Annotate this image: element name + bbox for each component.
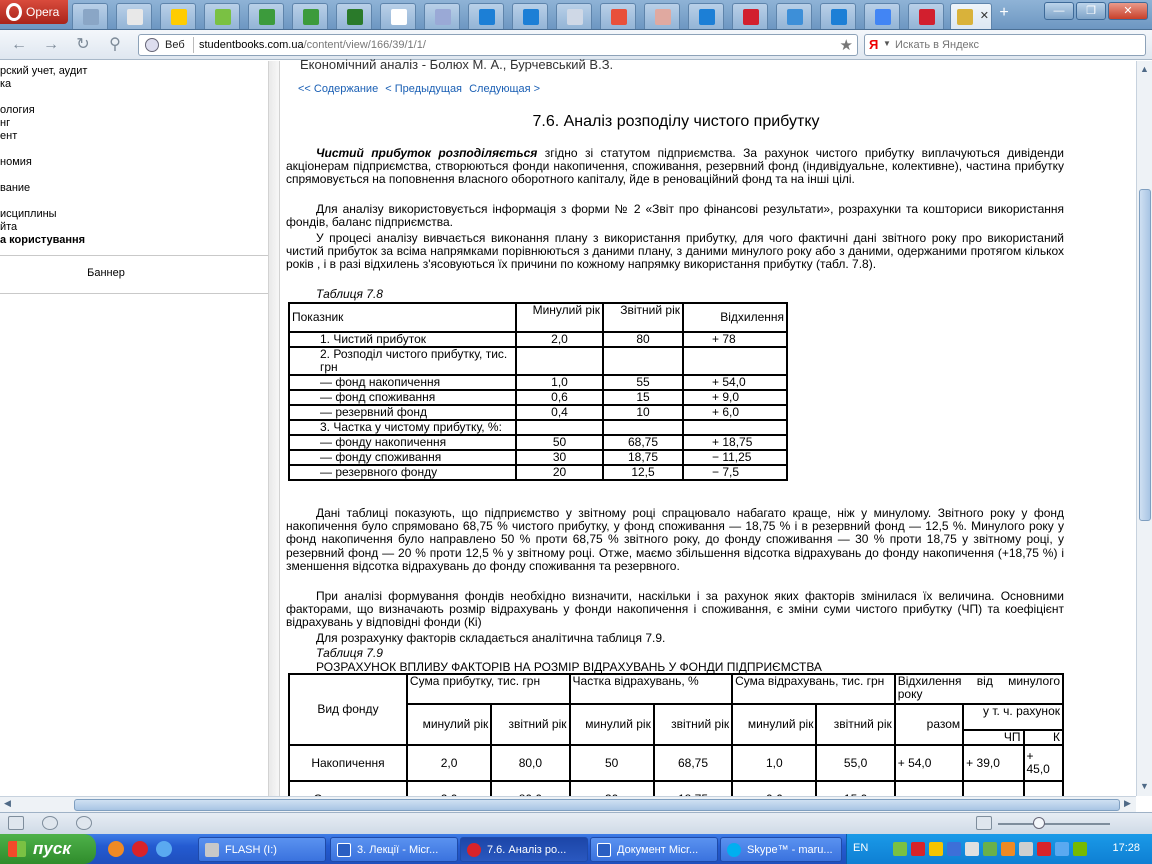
table-7-8	[288, 302, 788, 481]
vertical-scrollbar[interactable]	[1136, 61, 1152, 796]
table-cell	[603, 420, 683, 435]
tray-icon[interactable]	[911, 842, 925, 856]
sidebar-item[interactable]: ент	[0, 130, 18, 142]
row-label-cell: — резервний фонд	[289, 405, 516, 420]
task-skype[interactable]	[720, 837, 842, 862]
page-title: 7.6. Аналіз розподілу чистого прибутку	[532, 113, 820, 130]
tab-favicon-icon	[391, 9, 407, 25]
table-cell: + 18,75	[683, 435, 787, 450]
browser-tab[interactable]	[160, 3, 196, 29]
paragraph-3	[286, 232, 1064, 272]
browser-tab[interactable]	[468, 3, 504, 29]
url-scheme-label: Веб	[165, 39, 185, 51]
table-row	[289, 745, 1063, 781]
table-header: Сума прибутку, тис. грн	[407, 674, 570, 704]
scrollbar-thumb[interactable]	[74, 799, 1120, 811]
table-cell	[516, 347, 603, 375]
bookmark-star-icon[interactable]: ★	[839, 37, 853, 54]
tab-favicon-icon	[347, 9, 363, 25]
next-link[interactable]: Следующая >	[469, 83, 541, 95]
tab-favicon-icon	[215, 9, 231, 25]
sidebar-item[interactable]: вание	[0, 182, 31, 194]
browser-tab[interactable]	[600, 3, 636, 29]
banner-label: Баннер	[87, 267, 125, 279]
system-tray	[846, 834, 1152, 864]
table-cell: 2,0	[516, 332, 603, 347]
paragraph-3-text: У процесі аналізу вивчається виконання плану з використання прибутку, для чого фактичні дані звітного року про використаний чистий прибуток за всіма напрямками порівнюються з даними плану, з даними минулого року або з даними, одержаними протягом кількох років , і в разі відхилень з'ясовуються їх причини по кожному напрямку використання прибутку (табл. 7.8).	[286, 231, 1064, 272]
table-cell: 15	[603, 390, 683, 405]
sidebar-item[interactable]: номия	[0, 156, 32, 168]
table-cell: 55,0	[816, 745, 894, 781]
table-cell: 1,0	[732, 745, 816, 781]
paragraph-5-text: При аналізі формування фондів необхідно визначити, наскільки і за рахунок яких факторів змінилася їх величина. Основними факторами, що визначають розмір відрахувань у фонди накопичення і споживання, є зміни суми чистого прибутку (ЧП) та коефіцієнт відрахувань у відповідні фонди (Кі)	[286, 589, 1064, 630]
browser-tab[interactable]	[72, 3, 108, 29]
browser-tab[interactable]	[688, 3, 724, 29]
restore-button[interactable]: ❐	[1076, 2, 1106, 20]
prev-link[interactable]: < Предыдущая	[385, 83, 463, 95]
row-label-cell: — фонд накопичення	[289, 375, 516, 390]
table-header: Відхилення від минулого року	[895, 674, 1063, 704]
table-header: минулий рік	[570, 704, 654, 745]
table-header: К	[1024, 730, 1064, 745]
table-cell: 0,6	[516, 390, 603, 405]
table-cell: + 9,0	[683, 390, 787, 405]
task-flash[interactable]	[198, 837, 326, 862]
tray-icon[interactable]	[965, 842, 979, 856]
table-cell: + 6,0	[683, 405, 787, 420]
table-header: звітний рік	[491, 704, 569, 745]
tab-favicon-icon	[127, 9, 143, 25]
tab-favicon-icon	[479, 9, 495, 25]
table-header: у т. ч. рахунок	[963, 704, 1063, 730]
browser-tab[interactable]	[732, 3, 768, 29]
windows-taskbar	[0, 834, 1152, 864]
table-header: ЧП	[963, 730, 1023, 745]
column-separator	[268, 61, 280, 796]
opera-icon	[467, 843, 481, 857]
row-label-cell: 1. Чистий прибуток	[289, 332, 516, 347]
sidebar-item[interactable]: ология	[0, 104, 35, 116]
search-field[interactable]	[864, 34, 1146, 56]
table-header: Відхилення	[683, 303, 787, 332]
tab-favicon-icon	[875, 9, 891, 25]
forward-button[interactable]: →	[43, 36, 59, 53]
globe-icon	[145, 38, 159, 52]
tab-favicon-icon	[787, 9, 803, 25]
tab-favicon-icon	[83, 9, 99, 25]
url-path: /content/view/166/39/1/1/	[303, 39, 426, 51]
volume-icon[interactable]	[1019, 842, 1033, 856]
browser-tab[interactable]	[864, 3, 900, 29]
table-cell	[683, 420, 787, 435]
task-label: Документ Micr...	[617, 844, 699, 856]
browser-tab-active[interactable]	[950, 3, 992, 29]
close-tab-icon[interactable]: ✕	[979, 10, 989, 22]
table-cell: + 54,0	[683, 375, 787, 390]
url-text	[199, 39, 426, 51]
key-icon[interactable]: ⚲	[109, 36, 121, 53]
windows-logo-icon	[8, 841, 26, 857]
new-tab-button[interactable]: +	[999, 4, 1009, 21]
table-cell: 68,75	[603, 435, 683, 450]
sidebar-item[interactable]: нг	[0, 117, 11, 129]
word-icon	[337, 843, 351, 857]
panel-toggle-icon[interactable]	[8, 816, 24, 830]
table-header: минулий рік	[407, 704, 491, 745]
opera-icon[interactable]	[132, 841, 148, 857]
table-cell: 10	[603, 405, 683, 420]
task-word-lectures[interactable]	[330, 837, 458, 862]
paragraph-1-lead: Чистий прибуток розподіляється	[316, 146, 538, 160]
table-cell	[683, 347, 787, 375]
paragraph-6	[286, 632, 1064, 645]
row-label-cell: 3. Частка у чистому прибутку, %:	[289, 420, 516, 435]
shield-icon[interactable]	[929, 842, 943, 856]
tab-favicon-icon	[171, 9, 187, 25]
table-cell: 55	[603, 375, 683, 390]
opera-logo-icon	[6, 3, 22, 21]
window-controls	[1044, 2, 1148, 22]
start-label: пуск	[33, 839, 71, 858]
browser-tab[interactable]	[336, 3, 372, 29]
tray-icon[interactable]	[983, 842, 997, 856]
table-row	[289, 420, 787, 435]
task-label: FLASH (I:)	[225, 844, 277, 856]
table-header: Показник	[289, 303, 516, 332]
start-button[interactable]	[0, 834, 96, 864]
url-host: studentbooks.com.ua	[199, 39, 304, 51]
tab-favicon-icon	[743, 9, 759, 25]
table-header: Звітний рік	[603, 303, 683, 332]
table-header: минулий рік	[732, 704, 816, 745]
sidebar-item[interactable]: исциплины	[0, 208, 57, 220]
browser-tab[interactable]	[380, 3, 416, 29]
url-separator	[193, 37, 194, 53]
table-row	[289, 405, 787, 420]
table-row	[289, 435, 787, 450]
internet-explorer-icon[interactable]	[156, 841, 172, 857]
table-row	[289, 375, 787, 390]
paragraph-1-text: згідно зі статутом підприємства. За рахунок чистого прибутку виплачуються дивіденди акціонерам підприємства, створюються фонди накопичення, споживання, резервний фонд (індивідуальне, колективне), частина прибутку спрямовується на поповнення власного оборотного капіталу, йде в реноваційний фонд та на інші цілі.	[286, 146, 1065, 187]
language-indicator[interactable]: EN	[853, 842, 869, 854]
table-row	[289, 450, 787, 465]
browser-tab[interactable]	[424, 3, 460, 29]
sidebar-item[interactable]: рский учет, аудит	[0, 65, 88, 77]
reload-button[interactable]: ↻	[76, 36, 90, 53]
yandex-logo-icon[interactable]: Я	[869, 37, 879, 52]
opera-menu-button[interactable]	[0, 0, 68, 24]
minimize-button[interactable]: —	[1044, 2, 1074, 20]
tray-icon[interactable]	[1037, 842, 1051, 856]
tray-icon[interactable]	[1001, 842, 1015, 856]
zoom-slider-knob[interactable]	[1033, 817, 1045, 829]
table-cell: − 7,5	[683, 465, 787, 480]
table-cell	[516, 420, 603, 435]
table-row	[289, 347, 787, 375]
tab-favicon-icon	[919, 9, 935, 25]
table-7-9-title: РОЗРАХУНОК ВПЛИВУ ФАКТОРІВ НА РОЗМІР ВІДРАХУВАНЬ У ФОНДИ ПІДПРИЄМСТВА	[316, 660, 822, 674]
table-header: звітний рік	[816, 704, 894, 745]
table-cell: 20	[516, 465, 603, 480]
browser-tab[interactable]	[644, 3, 680, 29]
table-row	[289, 390, 787, 405]
tab-favicon-icon	[523, 9, 539, 25]
task-word-document[interactable]	[590, 837, 718, 862]
paragraph-4-text: Дані таблиці показують, що підприємство у звітному році спрацювало набагато краще, ніж у минулому. Звітного року у фонд накопичення було спрямовано 68,75 % чистого прибутку, у фонд споживання — 18,75 % і в резервний фонд — 12,5 %. Минулого року у фонд накопичення було направлено 50 % проти 68,75 % звітного року, до фонду споживання — 30 % проти 18,75 у звітному році, у резервний фонд — 20 % проти 12,5 % у звітному році. Отже, маємо збільшення відсотка відрахувань до фонду накопичення (+18,75 %) і зменшення відсотка відрахувань до фонду споживання та резервного.	[286, 506, 1064, 573]
table-header: Вид фонду	[289, 674, 407, 745]
chevron-down-icon[interactable]: ▼	[883, 39, 891, 48]
table-cell: 80	[603, 332, 683, 347]
contents-link[interactable]: << Содержание	[298, 83, 379, 95]
row-label-cell: — фонду споживання	[289, 450, 516, 465]
sidebar-item[interactable]: ка	[0, 78, 12, 90]
table-cell: − 11,25	[683, 450, 787, 465]
table-header: Сума відрахувань, тис. грн	[732, 674, 895, 704]
search-input[interactable]	[895, 38, 1135, 52]
divider	[0, 293, 268, 294]
task-label: 7.6. Аналіз ро...	[487, 844, 567, 856]
table-row	[289, 465, 787, 480]
browser-tab[interactable]	[556, 3, 592, 29]
divider	[0, 255, 268, 256]
left-sidebar	[0, 61, 268, 796]
paragraph-2	[286, 203, 1064, 229]
tab-favicon-icon	[567, 9, 583, 25]
drive-icon	[205, 843, 219, 857]
table-cell: + 78	[683, 332, 787, 347]
close-window-button[interactable]: ✕	[1108, 2, 1148, 20]
table-cell: 50	[570, 745, 654, 781]
tab-favicon-icon	[435, 9, 451, 25]
scroll-right-icon[interactable]: ▶	[1124, 798, 1131, 808]
table-cell: 18,75	[603, 450, 683, 465]
table-header: звітний рік	[654, 704, 732, 745]
tab-favicon-icon	[831, 9, 847, 25]
table-cell: 80,0	[491, 745, 569, 781]
paragraph-1	[286, 147, 1064, 187]
scroll-left-icon[interactable]: ◀	[4, 798, 11, 808]
table-cell: + 45,0	[1024, 745, 1064, 781]
browser-tab[interactable]	[776, 3, 812, 29]
paragraph-2-text: Для аналізу використовується інформація з форми № 2 «Звіт про фінансові результати», розрахунки та кошториси використання фондів, баланс підприємства.	[286, 202, 1064, 230]
firefox-icon[interactable]	[108, 841, 124, 857]
table-7-8-body	[289, 332, 787, 480]
scroll-down-icon[interactable]: ▼	[1140, 781, 1149, 791]
sidebar-item[interactable]: а користування	[0, 234, 86, 246]
table-cell: 1,0	[516, 375, 603, 390]
row-label-cell: Накопичення	[289, 745, 407, 781]
horizontal-scrollbar[interactable]	[0, 796, 1136, 812]
row-label-cell: — фонд споживання	[289, 390, 516, 405]
table-cell: 68,75	[654, 745, 732, 781]
paragraph-6-text: Для розрахунку факторів складається аналітична таблиця 7.9.	[316, 631, 666, 645]
tray-icon[interactable]	[1073, 842, 1087, 856]
tab-favicon-icon	[699, 9, 715, 25]
table-cell: 30	[516, 450, 603, 465]
turbo-icon[interactable]	[42, 816, 58, 830]
clock: 17:28	[1112, 842, 1140, 854]
scroll-up-icon[interactable]: ▲	[1140, 64, 1149, 74]
browser-tab[interactable]	[908, 3, 944, 29]
table-row	[289, 332, 787, 347]
address-toolbar	[0, 30, 1152, 60]
row-label-cell: — резервного фонду	[289, 465, 516, 480]
row-label-cell: 2. Розподіл чистого прибутку, тис. грн	[289, 347, 516, 375]
browser-tab[interactable]	[820, 3, 856, 29]
browser-tab[interactable]	[116, 3, 152, 29]
table-cell: 12,5	[603, 465, 683, 480]
tab-favicon-icon	[303, 9, 319, 25]
task-label: 3. Лекції - Micr...	[357, 844, 439, 856]
tab-favicon-icon	[611, 9, 627, 25]
tab-favicon-icon	[957, 9, 973, 25]
table-cell	[603, 347, 683, 375]
table-header: Минулий рік	[516, 303, 603, 332]
breadcrumb	[298, 83, 544, 95]
word-icon	[597, 843, 611, 857]
task-opera[interactable]	[460, 837, 588, 862]
skype-icon	[727, 843, 741, 857]
row-label-cell: — фонду накопичення	[289, 435, 516, 450]
browser-tab[interactable]	[204, 3, 240, 29]
table-cell: 0,4	[516, 405, 603, 420]
opera-menu-label: Opera	[26, 5, 60, 19]
book-title: Економічний аналіз - Болюх М. А., Бурчевський В.З.	[300, 57, 614, 72]
table-cell: + 39,0	[963, 745, 1023, 781]
zoom-slider[interactable]	[998, 823, 1110, 825]
table-7-9-caption: Таблиця 7.9	[316, 646, 383, 660]
table-7-8-caption: Таблиця 7.8	[316, 287, 383, 301]
table-cell: 50	[516, 435, 603, 450]
tab-bar	[0, 0, 1152, 30]
tray-icon[interactable]	[947, 842, 961, 856]
view-icon[interactable]	[976, 816, 992, 830]
page-viewport	[0, 57, 1136, 796]
network-icon[interactable]	[1055, 842, 1069, 856]
browser-tab[interactable]	[248, 3, 284, 29]
tab-favicon-icon	[259, 9, 275, 25]
back-button[interactable]: ←	[11, 36, 27, 53]
table-cell: 2,0	[407, 745, 491, 781]
table-cell: + 54,0	[895, 745, 963, 781]
sidebar-item[interactable]: йта	[0, 221, 18, 233]
task-label: Skype™ - maru...	[747, 844, 833, 856]
browser-tab[interactable]	[292, 3, 328, 29]
scrollbar-thumb[interactable]	[1139, 189, 1151, 521]
address-field[interactable]	[138, 34, 858, 56]
table-header: Частка відрахувань, %	[570, 674, 733, 704]
tab-favicon-icon	[655, 9, 671, 25]
paragraph-4	[286, 507, 1064, 573]
browser-tab[interactable]	[512, 3, 548, 29]
status-bar	[0, 812, 1152, 834]
speed-dial-icon[interactable]	[76, 816, 92, 830]
paragraph-5	[286, 590, 1064, 630]
tray-icon[interactable]	[893, 842, 907, 856]
table-header: разом	[895, 704, 963, 745]
